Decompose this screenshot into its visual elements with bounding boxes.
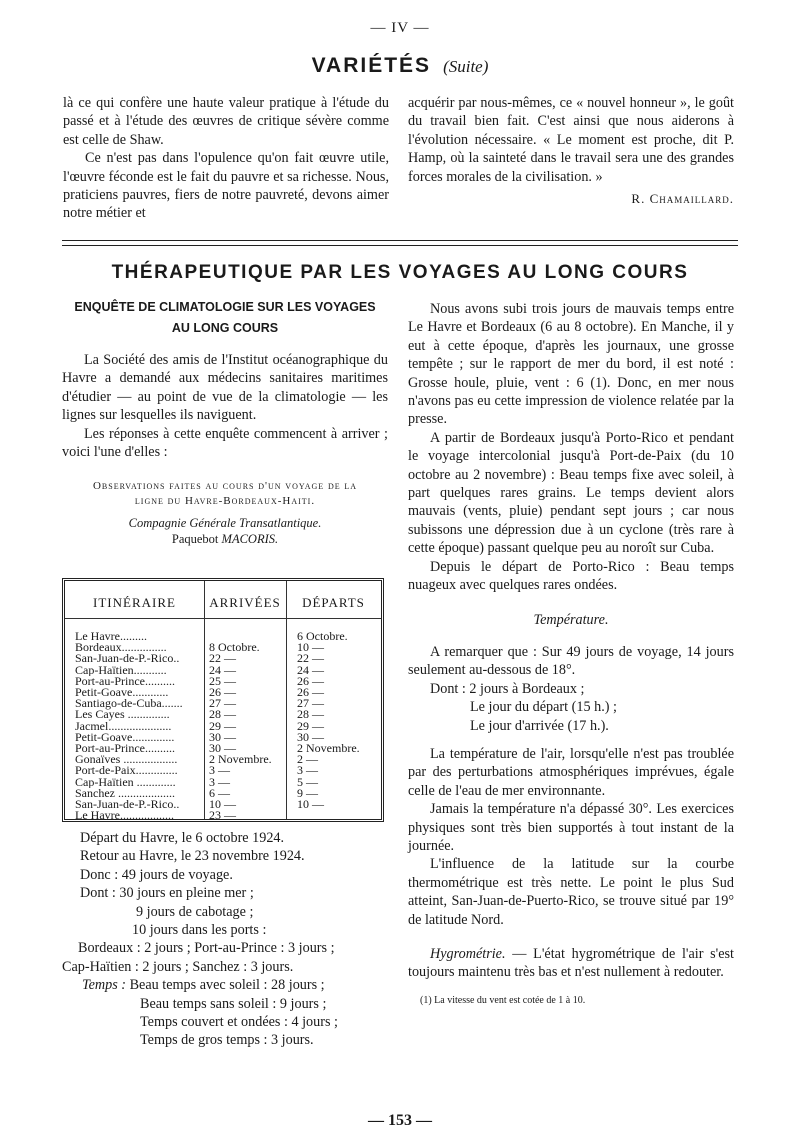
itinerary-cell-dep: 9 — bbox=[297, 787, 318, 800]
temps-label: Temps : bbox=[82, 977, 127, 994]
summary-temps-1: Temps : Beau temps avec soleil : 28 jours ; bbox=[82, 977, 325, 994]
company-name: Compagnie Générale Transatlantique. bbox=[128, 516, 322, 531]
temperature-dont-3: Le jour d'arrivée (17 h.). bbox=[470, 717, 609, 734]
itinerary-cell-arr: 3 — bbox=[209, 765, 230, 778]
itinerary-cell-dep: 24 — bbox=[297, 664, 324, 677]
intro-paragraph-1: La Société des amis de l'Institut océanographique du Havre a demandé aux médecins sanitaires maritimes d'étudier — au point de vue de la climatologie — les lignes sur lesquelles ils naviguent. bbox=[62, 352, 388, 424]
itinerary-cell-port: Gonaïves .................. bbox=[75, 754, 178, 766]
right-column bbox=[408, 300, 734, 1010]
enquete-subhead bbox=[62, 297, 388, 339]
therapeutique-title: THÉRAPEUTIQUE PAR LES VOYAGES AU LONG COURS bbox=[111, 262, 689, 283]
section-divider-bottom bbox=[62, 245, 738, 246]
itinerary-cell-port: Jacmel..................... bbox=[75, 720, 172, 733]
table-header-rule bbox=[65, 618, 381, 619]
summary-dont-1: Dont : 30 jours en pleine mer ; bbox=[80, 885, 254, 902]
summary-retour: Retour au Havre, le 23 novembre 1924. bbox=[80, 848, 305, 865]
footnote: (1) La vitesse du vent est cotée de 1 à 10. bbox=[420, 994, 586, 1006]
varietes-left-column bbox=[63, 94, 389, 223]
itinerary-cell-arr: 22 — bbox=[209, 653, 236, 666]
itinerary-cell-dep: 10 — bbox=[297, 799, 324, 811]
observations-line-1: Observations faites au cours d'un voyage de la bbox=[92, 480, 358, 493]
itinerary-cell-arr: 2 Novembre. bbox=[209, 754, 272, 766]
itinerary-cell-arr: 23 — bbox=[209, 810, 236, 822]
itinerary-header-departures: DÉPARTS bbox=[302, 595, 365, 610]
itinerary-header-arrivals: ARRIVÉES bbox=[209, 595, 281, 610]
itinerary-cell-port: Le Havre......... bbox=[75, 631, 147, 643]
itinerary-cell-dep: 29 — bbox=[297, 720, 324, 733]
left-column-upper bbox=[62, 297, 388, 547]
temperature-heading: Température. bbox=[533, 611, 609, 628]
itinerary-cell-port: Santiago-de-Cuba....... bbox=[75, 698, 183, 710]
itinerary-cell-dep: 5 — bbox=[297, 776, 318, 789]
page-header: — IV — bbox=[370, 20, 430, 36]
itinerary-cell-port: Port-au-Prince.......... bbox=[75, 675, 175, 688]
summary-donc: Donc : 49 jours de voyage. bbox=[80, 866, 233, 883]
section-divider-top bbox=[62, 240, 738, 241]
itinerary-cell-dep: 30 — bbox=[297, 731, 324, 744]
right-paragraph-5: La température de l'air, lorsqu'elle n'est pas troublée par des perturbations atmosphériques imprévues, égale celle de l'eau de mer environnante. bbox=[408, 745, 734, 799]
summary-ports-2: Cap-Haïtien : 2 jours ; Sanchez : 3 jours. bbox=[62, 958, 294, 975]
itinerary-cell-port: Bordeaux............... bbox=[75, 642, 167, 654]
varietes-title-text: VARIÉTÉS bbox=[311, 54, 432, 77]
itinerary-cell-arr: 29 — bbox=[209, 720, 236, 733]
hygrometrie-label: Hygrométrie. bbox=[430, 946, 506, 962]
itinerary-cell-arr: 30 — bbox=[209, 743, 236, 755]
itinerary-cell-arr: 6 — bbox=[209, 787, 230, 800]
itinerary-cell-dep: 6 Octobre. bbox=[297, 631, 348, 643]
enquete-subhead-line-2: AU LONG COURS bbox=[171, 321, 279, 335]
itinerary-cell-port: Cap-Haïtien ............. bbox=[75, 776, 176, 789]
itinerary-cell-arr: 27 — bbox=[209, 698, 236, 710]
summary-depart: Départ du Havre, le 6 octobre 1924. bbox=[80, 830, 285, 846]
itinerary-cell-dep: 22 — bbox=[297, 653, 324, 666]
varietes-left-paragraph-1: là ce qui confère une haute valeur pratique à l'étude du passé et à l'étude des œuvres de critique sévère comme est celle de Shaw. bbox=[63, 95, 389, 148]
itinerary-cell-arr: 30 — bbox=[209, 731, 236, 744]
itinerary-cell-port: San-Juan-de-P.-Rico.. bbox=[75, 653, 180, 666]
itinerary-cell-dep: 26 — bbox=[297, 687, 324, 699]
itinerary-cell-port: Petit-Goave.............. bbox=[75, 731, 175, 744]
itinerary-cell-port: Sanchez ................... bbox=[75, 787, 175, 800]
summary-temps-3: Temps couvert et ondées : 4 jours ; bbox=[140, 1014, 338, 1031]
itinerary-cell-dep: 2 — bbox=[297, 754, 318, 766]
itinerary-cell-arr: 3 — bbox=[209, 776, 230, 789]
hygrometrie-paragraph: Hygrométrie. — L'état hygrométrique de l'air s'est toujours maintenu très bas et n'est nullement à redouter. bbox=[408, 946, 735, 981]
summary-temps-2: Beau temps sans soleil : 9 jours ; bbox=[140, 995, 327, 1012]
varietes-left-paragraph-2: Ce n'est pas dans l'opulence qu'on fait œuvre utile, l'œuvre féconde est le fait du pauvre et sa richesse. Nous, praticiens pauvres, fiers de notre pauvreté, devons aimer notre métier et bbox=[63, 150, 389, 222]
right-paragraph-2: A partir de Bordeaux jusqu'à Porto-Rico et pendant le voyage intercolonial jusqu'à Port-de-Paix (du 10 octobre au 2 novembre) : Beau temps fixe avec soleil, à part quelques rares grains. Le temps devient alors mauvais (vents, pluie) pendant sept jours ; car nous subissons une dépression due à un cyclone (très rare à cette époque) passant quelque peu au noroît sur Cuba. bbox=[408, 429, 734, 557]
table-col-rule-2 bbox=[286, 581, 287, 819]
right-paragraph-6: Jamais la température n'a dépassé 30°. Les exercices physiques sont très bien supportés à tout instant de la journée. bbox=[408, 801, 734, 854]
itinerary-cell-port: Port-au-Prince.......... bbox=[75, 743, 175, 755]
itinerary-cell-dep: 27 — bbox=[297, 698, 324, 710]
summary-dont-2: 9 jours de cabotage ; bbox=[136, 903, 254, 920]
itinerary-cell-arr: 25 — bbox=[209, 675, 236, 688]
itinerary-header-port: ITINÉRAIRE bbox=[93, 595, 176, 610]
itinerary-cell-arr: 24 — bbox=[209, 664, 236, 677]
varietes-right-paragraph: acquérir par nous-mêmes, ce « nouvel honneur », le goût du travail bien fait. C'est ainsi que nous aiderons à l'évolution nécessaire. « Le moment est proche, dit P. Hamp, où la sainteté dans le travail sera une des grandes forces morales de la civilisation. » bbox=[408, 95, 734, 185]
observations-line-2: ligne du Havre-Bordeaux-Haiti. bbox=[134, 495, 316, 508]
varietes-title bbox=[0, 54, 800, 78]
itinerary-cell-dep: 10 — bbox=[297, 642, 324, 654]
itinerary-cell-dep: 2 Novembre. bbox=[297, 743, 360, 755]
observations-caption bbox=[62, 479, 388, 509]
itinerary-table bbox=[62, 578, 384, 822]
right-paragraph-3: Depuis le départ de Porto-Rico : Beau temps nuageux avec quelques rares ondées. bbox=[408, 558, 734, 594]
itinerary-cell-dep: 3 — bbox=[297, 765, 318, 778]
right-paragraph-7: L'influence de la latitude sur la courbe thermométrique est très nette. Le point le plus Sud atteint, San-Juan-de-Puerto-Rico, se trouve situé par 19° de latitude Nord. bbox=[408, 856, 734, 928]
temperature-dont-1: Dont : 2 jours à Bordeaux ; bbox=[430, 680, 585, 697]
itinerary-cell-port: San-Juan-de-P.-Rico.. bbox=[75, 799, 180, 811]
right-paragraph-1: Nous avons subi trois jours de mauvais temps entre Le Havre et Bordeaux (6 au 8 octobre). En Manche, il y eut à cette époque, d'après les journaux, une grosse tempête ; sur le rapport de mer du bord, il est noté : Grosse houle, pluie, vent : 6 (1). Donc, en mer nous n'avons pas eu cette impression de violence relatée par la presse. bbox=[408, 301, 734, 428]
itinerary-cell-arr: 26 — bbox=[209, 687, 236, 699]
itinerary-cell-arr: 28 — bbox=[209, 709, 236, 722]
itinerary-cell-arr: 10 — bbox=[209, 799, 236, 811]
itinerary-cell-port: Cap-Haïtien........... bbox=[75, 664, 167, 677]
varietes-suite: (Suite) bbox=[443, 57, 489, 76]
company-caption bbox=[62, 515, 388, 547]
enquete-subhead-line-1: ENQUÊTE DE CLIMATOLOGIE SUR LES VOYAGES bbox=[74, 300, 376, 314]
varietes-right-column bbox=[408, 94, 734, 208]
paquebot-name: MACORIS. bbox=[221, 532, 279, 547]
itinerary-cell-dep: 26 — bbox=[297, 675, 324, 688]
voyage-summary bbox=[62, 829, 402, 1050]
itinerary-cell-port: Le Havre.................. bbox=[75, 810, 174, 822]
table-col-rule-1 bbox=[204, 581, 205, 819]
intro-text bbox=[62, 351, 388, 461]
summary-ports-1: Bordeaux : 2 jours ; Port-au-Prince : 3 jours ; bbox=[78, 940, 335, 957]
summary-temps-4: Temps de gros temps : 3 jours. bbox=[140, 1032, 314, 1049]
signature: R. Chamaillard. bbox=[631, 191, 734, 207]
itinerary-cell-arr: 8 Octobre. bbox=[209, 642, 260, 654]
paquebot-line: Paquebot MACORIS. bbox=[171, 532, 279, 547]
summary-dont-3: 10 jours dans les ports : bbox=[132, 922, 267, 939]
page-number: — 153 — bbox=[368, 1112, 432, 1129]
itinerary-cell-dep: 28 — bbox=[297, 709, 324, 722]
right-paragraph-4: A remarquer que : Sur 49 jours de voyage, 14 jours seulement au-dessous de 18°. bbox=[408, 643, 734, 679]
temperature-dont-2: Le jour du départ (15 h.) ; bbox=[470, 699, 617, 716]
itinerary-cell-port: Les Cayes .............. bbox=[75, 709, 170, 722]
itinerary-cell-port: Petit-Goave............ bbox=[75, 687, 169, 699]
intro-paragraph-2: Les réponses à cette enquête commencent à arriver ; voici l'une d'elles : bbox=[62, 425, 388, 461]
itinerary-cell-port: Port-de-Paix.............. bbox=[75, 765, 178, 778]
